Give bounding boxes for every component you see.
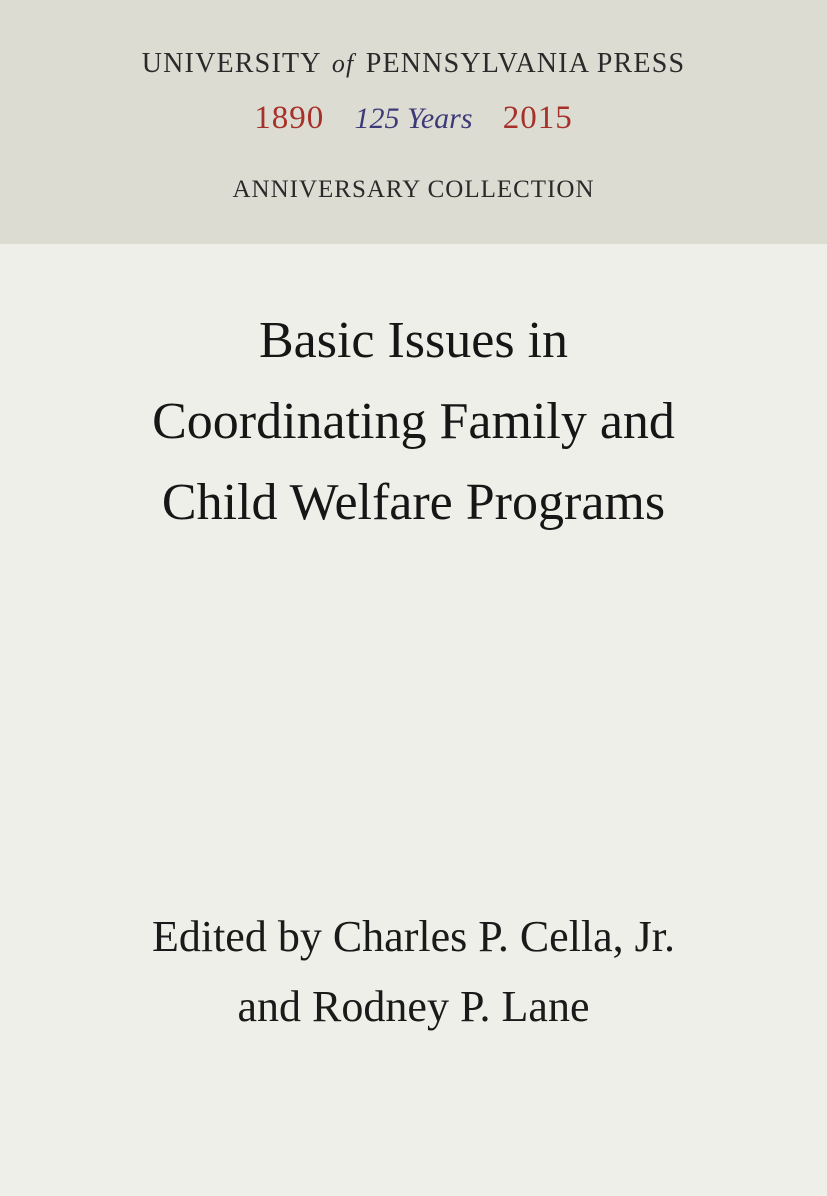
book-editors bbox=[0, 902, 827, 1042]
year-start: 1890 bbox=[254, 100, 325, 136]
title-line: Child Welfare Programs bbox=[161, 474, 666, 531]
anniversary-banner bbox=[0, 0, 827, 244]
book-title bbox=[0, 300, 827, 543]
collection-name: ANNIVERSARY COLLECTION bbox=[232, 176, 595, 203]
publisher-name-end: PENNSYLVANIA PRESS bbox=[365, 48, 686, 79]
publisher-name-of: of bbox=[331, 49, 355, 78]
editor-line: Edited by Charles P. Cella, Jr. bbox=[151, 912, 676, 961]
title-line: Coordinating Family and bbox=[152, 393, 675, 450]
publisher-name-start: UNIVERSITY bbox=[141, 48, 321, 79]
publisher-name bbox=[0, 46, 827, 82]
editor-line: and Rodney P. Lane bbox=[237, 982, 590, 1031]
year-end: 2015 bbox=[502, 100, 573, 136]
anniversary-years bbox=[0, 96, 827, 141]
anniversary-label: 125 Years bbox=[354, 102, 473, 135]
title-line: Basic Issues in bbox=[258, 312, 569, 369]
